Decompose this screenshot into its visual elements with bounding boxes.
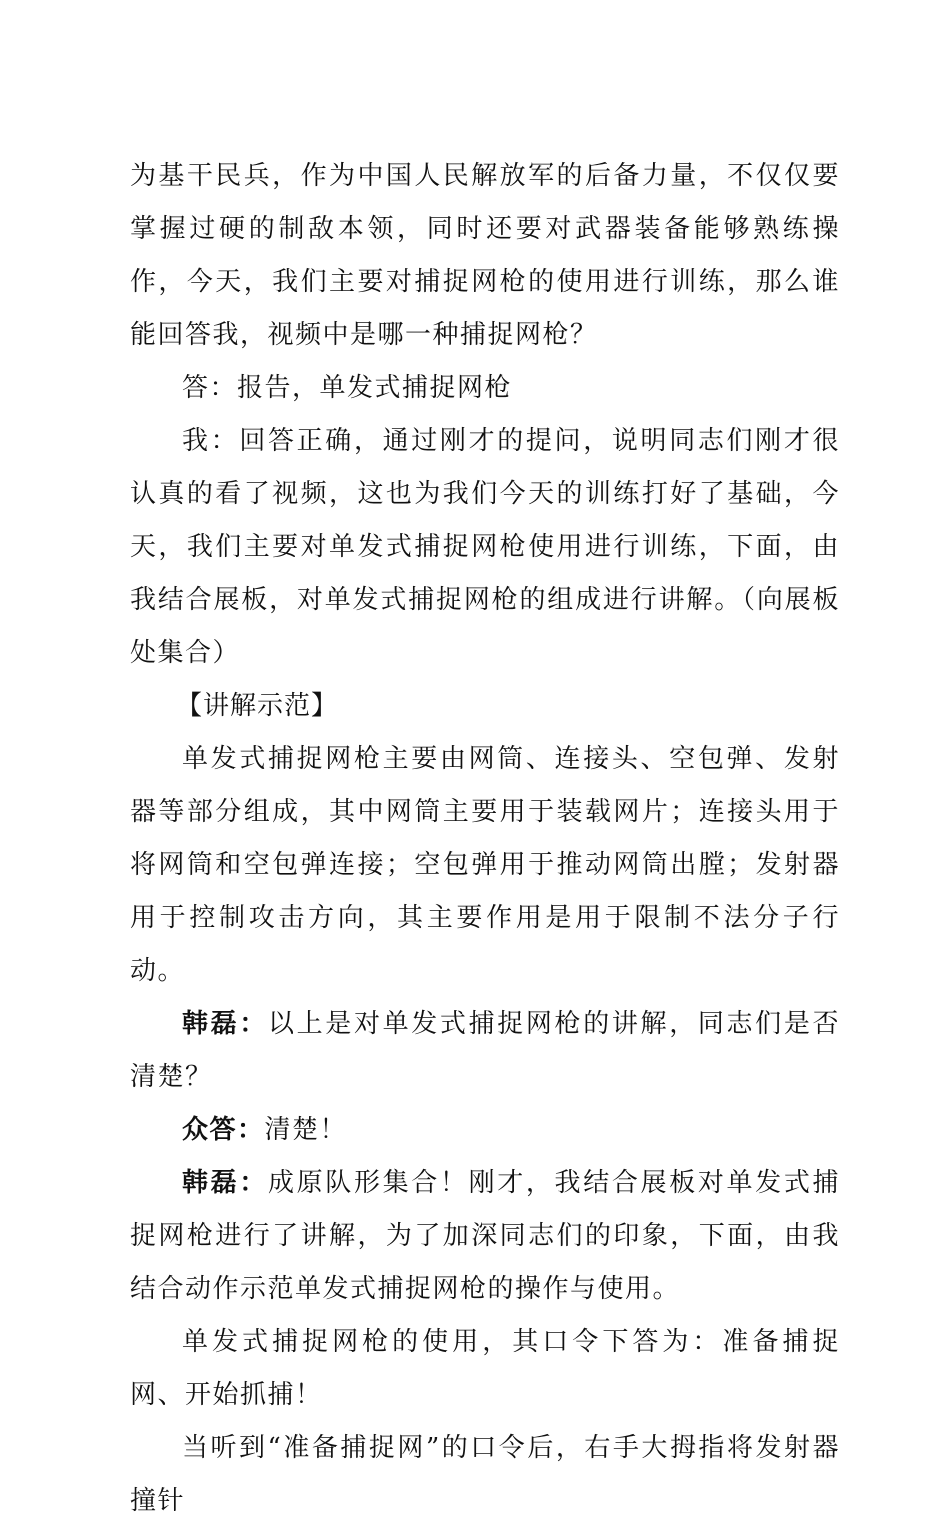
paragraph-text: 我：回答正确，通过刚才的提问，说明同志们刚才很认真的看了视频，这也为我们今天的训练打好了基础，今天，我们主要对单发式捕捉网枪使用进行训练，下面，由我结合展板，对单发式捕捉网枪的组成进行讲解。（向展板处集合） [130, 426, 840, 668]
paragraph-han-lei-question [130, 998, 840, 1104]
paragraph-net-gun-components [130, 733, 840, 998]
section-heading-text: 【讲解示范】 [176, 691, 339, 721]
paragraph-prepare-net [130, 1422, 840, 1528]
paragraph-answer [130, 362, 840, 415]
paragraph-text: 为基干民兵，作为中国人民解放军的后备力量，不仅仅要掌握过硬的制敌本领，同时还要对武器装备能够熟练操作，今天，我们主要对捕捉网枪的使用进行训练，那么谁能回答我，视频中是哪一种捕捉网枪？ [130, 161, 840, 350]
paragraph-text: 成原队形集合！刚才，我结合展板对单发式捕捉网枪进行了讲解，为了加深同志们的印象，下面，由我结合动作示范单发式捕捉网枪的操作与使用。 [130, 1168, 840, 1304]
section-heading-demonstration [130, 680, 840, 733]
paragraph-instructor-reply [130, 415, 840, 680]
paragraph-text: 单发式捕捉网枪主要由网筒、连接头、空包弹、发射器等部分组成，其中网筒主要用于装载网片；连接头用于将网筒和空包弹连接；空包弹用于推动网筒出膛；发射器用于控制攻击方向，其主要作用是用于限制不法分子行动。 [130, 744, 840, 986]
paragraph-militia-intro [130, 150, 840, 362]
speaker-label: 韩磊： [182, 1168, 268, 1198]
paragraph-group-answer [130, 1104, 840, 1157]
speaker-label: 韩磊： [182, 1009, 268, 1039]
paragraph-text: 以上是对单发式捕捉网枪的讲解，同志们是否清楚？ [130, 1009, 840, 1092]
paragraph-text: 单发式捕捉网枪的使用，其口令下答为：准备捕捉网、开始抓捕！ [130, 1327, 840, 1410]
paragraph-han-lei-demonstration [130, 1157, 840, 1316]
paragraph-text: 答：报告，单发式捕捉网枪 [182, 373, 513, 403]
paragraph-text: 清楚！ [264, 1115, 348, 1145]
document-body [130, 150, 840, 1528]
speaker-label: 众答： [182, 1115, 265, 1145]
paragraph-command-words [130, 1316, 840, 1422]
paragraph-text: 当听到“准备捕捉网”的口令后，右手大拇指将发射器撞针 [130, 1433, 840, 1516]
